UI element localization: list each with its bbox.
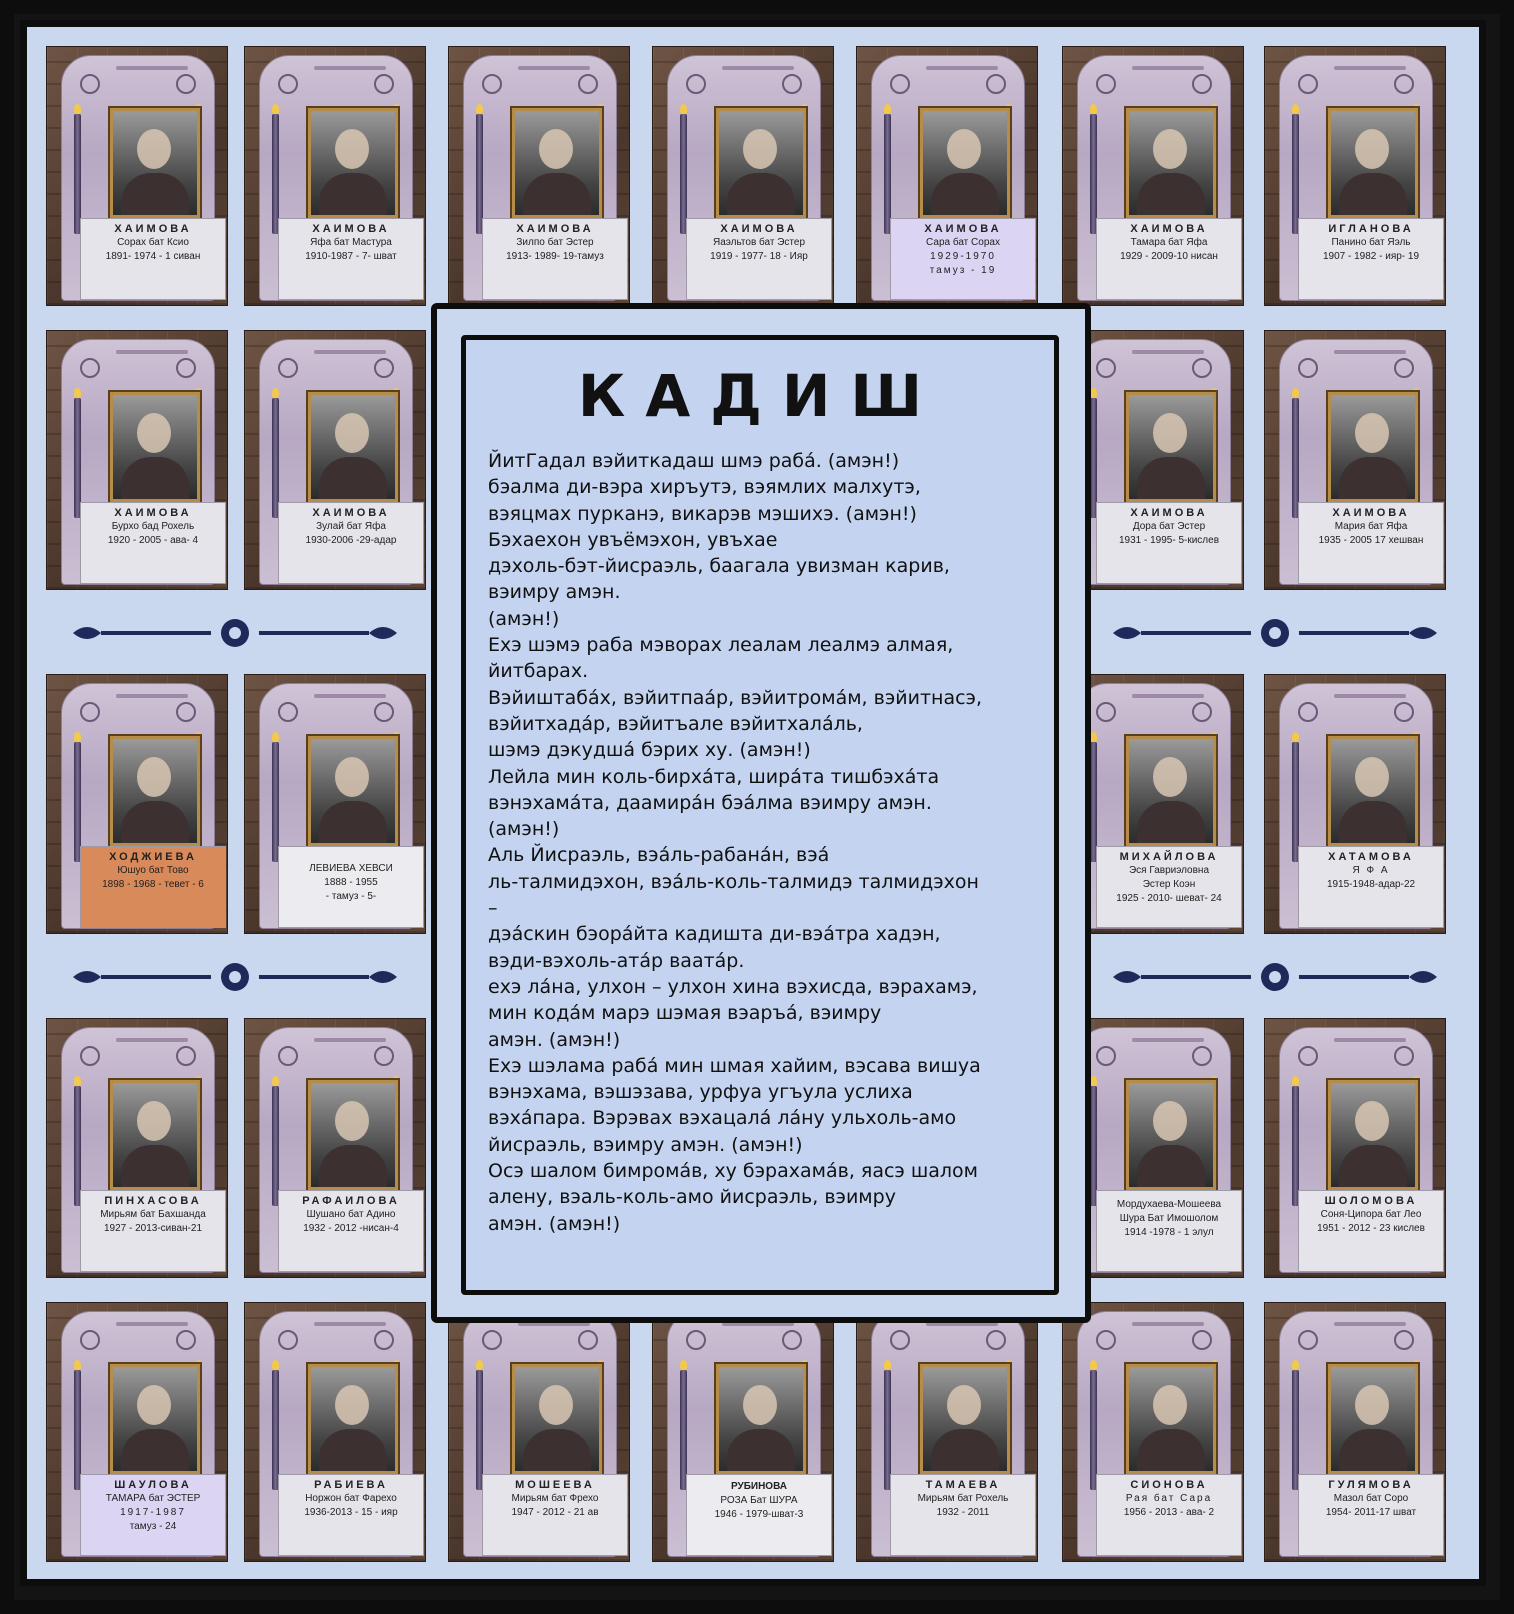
- candle-icon: [1090, 1086, 1097, 1206]
- card-name: Мирьям бат Бахшанда: [100, 1209, 206, 1220]
- prayer-line: Бэхаехон увъёмэхон, увъхае: [488, 528, 778, 551]
- card-label: [1096, 218, 1242, 300]
- card-surname: РАБИЕВА: [314, 1479, 388, 1491]
- prayer-line: вэимру амэн.: [488, 581, 621, 604]
- portrait-photo: [1328, 108, 1418, 218]
- prayer-line: мин кодáм марэ шэмая вэаръá, вэимру: [488, 1002, 882, 1025]
- card-name: Зилпо бат Эстер: [516, 237, 594, 248]
- portrait-photo: [308, 1080, 398, 1190]
- card-dates: 1929 - 2009-10 нисан: [1120, 251, 1218, 262]
- portrait-photo: [1328, 736, 1418, 846]
- portrait-photo: [110, 392, 200, 502]
- card-name: Мирьям бат Рохель: [917, 1493, 1009, 1504]
- card-dates: 1913- 1989- 19-тамуз: [506, 251, 604, 262]
- card-label: [482, 1474, 628, 1556]
- ornamental-divider: [1107, 957, 1443, 997]
- card-label: [80, 218, 226, 300]
- card-label: [1298, 1474, 1444, 1556]
- memorial-card: [653, 1303, 833, 1561]
- card-frame: [1279, 683, 1433, 929]
- portrait-photo: [308, 1364, 398, 1474]
- card-label: [278, 846, 424, 928]
- card-label: [482, 218, 628, 300]
- card-dates: 1947 - 2012 - 21 ав: [511, 1507, 599, 1518]
- portrait-photo: [1126, 736, 1216, 846]
- prayer-line: ехэ лáна, улхон – улхон хина вэхисда, вэрахамэ,: [488, 975, 978, 998]
- card-name: Эся Гавриэловна: [1128, 865, 1210, 876]
- ornamental-divider: [67, 613, 403, 653]
- candle-icon: [1292, 1370, 1299, 1490]
- card-label: [1096, 502, 1242, 584]
- card-dates: 1954- 2011-17 шват: [1325, 1507, 1417, 1518]
- card-name: Шура Бат Имошолом: [1119, 1213, 1219, 1224]
- card-dates: 1931 - 1995- 5-кислев: [1118, 535, 1220, 546]
- prayer-line: вэди-вэхоль-атáр ваатáр.: [488, 949, 745, 972]
- card-label: [80, 502, 226, 584]
- card-label: [1096, 1474, 1242, 1556]
- card-name: Мирьям бат Фрехо: [511, 1493, 599, 1504]
- prayer-line: йитбарах.: [488, 660, 589, 683]
- memorial-card: [245, 1019, 425, 1277]
- card-name: ТАМАРА бат ЭСТЕР: [105, 1493, 201, 1504]
- memorial-card: [1265, 1019, 1445, 1277]
- prayer-line: вэнэхамáта, даамирáн бэáлма вэимру амэн.: [488, 791, 932, 814]
- portrait-photo: [1126, 108, 1216, 218]
- card-name: Сара бат Сорах: [926, 237, 1000, 248]
- card-surname: ШАУЛОВА: [114, 1479, 192, 1491]
- card-dates: 1946 - 1979-шват-3: [714, 1509, 804, 1520]
- board-background: [20, 20, 1486, 1586]
- card-dates: 1888 - 1955: [324, 877, 378, 888]
- prayer-line: амэн. (амэн!): [488, 1028, 621, 1051]
- prayer-line: бэалма ди-вэра хиръутэ, вэямлих малхутэ,: [488, 476, 921, 499]
- card-surname: МОШЕЕВА: [515, 1479, 595, 1491]
- candle-icon: [1292, 1086, 1299, 1206]
- card-name: Юшуо бат Тово: [117, 865, 189, 876]
- prayer-line: ль-талмидэхон, вэáль-коль-талмидэ талмидэхон: [488, 870, 979, 893]
- memorial-card: [1063, 47, 1243, 305]
- portrait-photo: [110, 1364, 200, 1474]
- candle-icon: [1292, 742, 1299, 862]
- candle-icon: [1090, 398, 1097, 518]
- card-surname: ИГЛАНОВА: [1328, 223, 1414, 235]
- card-name: Яфа бат Мастура: [310, 237, 392, 248]
- portrait-photo: [920, 1364, 1010, 1474]
- card-surname: Мордухаева-Мошеева: [1116, 1199, 1222, 1210]
- card-frame: [871, 1311, 1025, 1557]
- card-frame: [1077, 339, 1231, 585]
- candle-icon: [680, 1370, 687, 1490]
- prayer-line: вэйитхадáр, вэйитъале вэйитхалáль,: [488, 712, 863, 735]
- card-dates: 1935 - 2005 17 хешван: [1318, 535, 1424, 546]
- card-dates: 1910-1987 - 7- шват: [305, 251, 397, 262]
- memorial-card: [47, 1303, 227, 1561]
- card-name: Панино бат Яэль: [1331, 237, 1411, 248]
- portrait-photo: [1328, 392, 1418, 502]
- prayer-line: дэхоль-бэт-йисраэль, баагала увизман карив,: [488, 555, 950, 578]
- card-dates: 1920 - 2005 - ава- 4: [107, 535, 199, 546]
- card-frame: [1279, 339, 1433, 585]
- prayer-line: Вэйиштабáх, вэйитпаáр, вэйитромáм, вэйитнасэ,: [488, 686, 983, 709]
- prayer-line: вэхáпара. Вэрэвах вэхацалá лáну ульхоль-амо: [488, 1107, 957, 1130]
- card-surname: ШОЛОМОВА: [1324, 1195, 1418, 1207]
- card-surname: ХАТАМОВА: [1328, 851, 1414, 863]
- portrait-photo: [716, 108, 806, 218]
- memorial-card: [1063, 1303, 1243, 1561]
- memorial-card: [857, 47, 1037, 305]
- card-name: Я Ф А: [1352, 865, 1390, 876]
- portrait-photo: [1328, 1080, 1418, 1190]
- card-surname: РУБИНОВА: [730, 1481, 788, 1492]
- candle-icon: [1292, 398, 1299, 518]
- kadish-inner-frame: [461, 335, 1059, 1295]
- card-hebrew-date: тамуз - 24: [129, 1521, 177, 1532]
- card-name: Зулай бат Яфа: [316, 521, 386, 532]
- card-frame: [61, 339, 215, 585]
- card-frame: [259, 55, 413, 301]
- prayer-line: дэáскин бэорáйта кадишта ди-вэáтра хадэн,: [488, 923, 941, 946]
- card-surname: ХАИМОВА: [114, 507, 192, 519]
- candle-icon: [1292, 114, 1299, 234]
- card-label: [80, 1474, 226, 1556]
- memorial-card: [245, 1303, 425, 1561]
- candle-icon: [1090, 1370, 1097, 1490]
- card-label: [890, 1474, 1036, 1556]
- candle-icon: [74, 114, 81, 234]
- card-surname: ХАИМОВА: [924, 223, 1002, 235]
- portrait-photo: [308, 108, 398, 218]
- card-frame: [871, 55, 1025, 301]
- prayer-line: вэнэхама, вэшэзава, урфуа угъула услиха: [488, 1081, 913, 1104]
- portrait-photo: [716, 1364, 806, 1474]
- card-label: [278, 502, 424, 584]
- portrait-photo: [1328, 1364, 1418, 1474]
- card-surname: РАФАИЛОВА: [302, 1195, 400, 1207]
- card-surname: ХАИМОВА: [516, 223, 594, 235]
- card-name: Шушано бат Адино: [306, 1209, 396, 1220]
- card-frame: [1077, 1027, 1231, 1273]
- memorial-card: [1265, 47, 1445, 305]
- prayer-line: йисраэль, вэимру амэн. (амэн!): [488, 1133, 803, 1156]
- memorial-card: [449, 1303, 629, 1561]
- ornamental-divider: [67, 957, 403, 997]
- candle-icon: [272, 1086, 279, 1206]
- card-name: Дора бат Эстер: [1132, 521, 1206, 532]
- prayer-line: (амэн!): [488, 818, 560, 841]
- card-frame: [463, 1311, 617, 1557]
- card-name-alt: Эстер Коэн: [1142, 879, 1196, 890]
- candle-icon: [476, 1370, 483, 1490]
- card-name: Мазол бат Соро: [1333, 1493, 1409, 1504]
- card-dates: 1891- 1974 - 1 сиван: [105, 251, 201, 262]
- card-name: ЛЕВИЕВА ХЕВСИ: [309, 863, 393, 874]
- card-name: Соня-Ципора бат Лео: [1320, 1209, 1422, 1220]
- card-label: [1298, 218, 1444, 300]
- card-frame: [667, 55, 821, 301]
- card-dates: 1932 - 2011: [936, 1507, 990, 1518]
- candle-icon: [884, 1370, 891, 1490]
- memorial-board: [14, 14, 1500, 1600]
- candle-icon: [1090, 114, 1097, 234]
- prayer-line: вэяцмах пурканэ, викарэв мэшихэ. (амэн!): [488, 502, 917, 525]
- card-name: Мария бат Яфа: [1334, 521, 1408, 532]
- portrait-photo: [308, 736, 398, 846]
- candle-icon: [272, 398, 279, 518]
- card-dates: 1932 - 2012 -нисан-4: [303, 1223, 399, 1234]
- card-surname: МИХАЙЛОВА: [1119, 851, 1219, 863]
- portrait-photo: [308, 392, 398, 502]
- kadish-title: КАДИШ: [577, 362, 943, 430]
- card-surname: ХАИМОВА: [312, 223, 390, 235]
- memorial-card: [1265, 331, 1445, 589]
- candle-icon: [272, 742, 279, 862]
- candle-icon: [476, 114, 483, 234]
- portrait-photo: [512, 1364, 602, 1474]
- memorial-card: [857, 1303, 1037, 1561]
- card-frame: [259, 1027, 413, 1273]
- card-surname: ТАМАЕВА: [925, 1479, 1001, 1491]
- card-frame: [259, 683, 413, 929]
- card-label: [890, 218, 1036, 300]
- card-name: Бурхо бад Рохель: [111, 521, 195, 532]
- card-frame: [1279, 55, 1433, 301]
- card-name: Рая бат Сара: [1125, 1493, 1213, 1504]
- card-dates: 1915-1948-адар-22: [1326, 879, 1416, 890]
- memorial-card: [653, 47, 833, 305]
- portrait-photo: [110, 108, 200, 218]
- card-surname: ХАИМОВА: [312, 507, 390, 519]
- card-surname: ПИНХАСОВА: [104, 1195, 202, 1207]
- card-hebrew-date: - тамуз - 5-: [325, 891, 377, 902]
- card-dates: 1925 - 2010- шеват- 24: [1116, 893, 1222, 904]
- card-surname: ХАИМОВА: [1130, 507, 1208, 519]
- prayer-line: –: [488, 897, 498, 920]
- card-dates: 1898 - 1968 - тевет - 6: [102, 879, 204, 890]
- prayer-line: (амэн!): [488, 607, 560, 630]
- card-name: Сорах бат Ксио: [117, 237, 189, 248]
- card-dates: 1919 - 1977- 18 - Ияр: [710, 251, 808, 262]
- card-frame: [1279, 1027, 1433, 1273]
- card-name: Яаэльтов бат Эстер: [712, 237, 806, 248]
- card-dates: 1951 - 2012 - 23 кислев: [1317, 1223, 1425, 1234]
- card-surname: ХАИМОВА: [1332, 507, 1410, 519]
- card-frame: [61, 1027, 215, 1273]
- ornamental-divider: [1107, 613, 1443, 653]
- card-frame: [463, 55, 617, 301]
- candle-icon: [272, 1370, 279, 1490]
- card-name: РОЗА Бат ШУРА: [720, 1495, 798, 1506]
- prayer-line: Ехэ шэлама рабá мин шмая хайим, вэсава вишуа: [488, 1054, 981, 1077]
- card-label: [1298, 502, 1444, 584]
- card-label: [1096, 846, 1242, 928]
- card-frame: [61, 55, 215, 301]
- memorial-card: [47, 331, 227, 589]
- card-dates: 1914 -1978 - 1 элул: [1124, 1227, 1214, 1238]
- card-frame: [259, 339, 413, 585]
- card-frame: [1077, 683, 1231, 929]
- card-dates: 1907 - 1982 - ияр- 19: [1322, 251, 1420, 262]
- card-hebrew-date: тамуз - 19: [929, 265, 997, 276]
- prayer-line: Аль Йисраэль, вэáль-рабанáн, вэá: [488, 844, 830, 867]
- kadish-panel: [431, 303, 1091, 1323]
- portrait-photo: [110, 1080, 200, 1190]
- prayer-line: ЙитГадал вэйиткадаш шмэ рабá. (амэн!): [488, 450, 900, 472]
- portrait-photo: [920, 108, 1010, 218]
- card-frame: [1077, 1311, 1231, 1557]
- memorial-card: [47, 47, 227, 305]
- prayer-line: шэмэ дэкудшá бэрих ху. (амэн!): [488, 739, 811, 762]
- card-frame: [667, 1311, 821, 1557]
- card-label: [278, 1474, 424, 1556]
- candle-icon: [74, 742, 81, 862]
- card-frame: [61, 683, 215, 929]
- memorial-card: [245, 47, 425, 305]
- memorial-card: [47, 675, 227, 933]
- card-frame: [259, 1311, 413, 1557]
- card-label: [278, 1190, 424, 1272]
- candle-icon: [74, 398, 81, 518]
- candle-icon: [884, 114, 891, 234]
- card-label: [80, 1190, 226, 1272]
- candle-icon: [680, 114, 687, 234]
- card-dates: 1956 - 2013 - ава- 2: [1123, 1507, 1215, 1518]
- portrait-photo: [1126, 1364, 1216, 1474]
- candle-icon: [272, 114, 279, 234]
- card-frame: [61, 1311, 215, 1557]
- kadish-prayer-text: [488, 448, 1048, 1237]
- card-dates: 1936-2013 - 15 - ияр: [304, 1507, 398, 1518]
- memorial-card: [1265, 675, 1445, 933]
- card-dates: 1929-1970: [930, 251, 996, 262]
- card-label: [686, 218, 832, 300]
- card-dates: 1917-1987: [120, 1507, 186, 1518]
- card-label: [80, 846, 226, 928]
- memorial-card: [1265, 1303, 1445, 1561]
- portrait-photo: [512, 108, 602, 218]
- prayer-line: амэн. (амэн!): [488, 1212, 621, 1235]
- card-label: [1298, 1190, 1444, 1272]
- card-surname: ХАИМОВА: [1130, 223, 1208, 235]
- card-surname: ХОДЖИЕВА: [109, 851, 197, 863]
- prayer-line: алену, вэаль-коль-амо йисраэль, вэимру: [488, 1186, 896, 1209]
- card-dates: 1930-2006 -29-адар: [305, 535, 397, 546]
- card-label: [1096, 1190, 1242, 1272]
- candle-icon: [1090, 742, 1097, 862]
- prayer-line: Лейла мин коль-бирхáта, ширáта тишбэхáта: [488, 765, 940, 788]
- card-name: Тамара бат Яфа: [1130, 237, 1208, 248]
- card-name: Норжон бат Фарехо: [305, 1493, 397, 1504]
- card-surname: ГУЛЯМОВА: [1328, 1479, 1414, 1491]
- memorial-card: [245, 331, 425, 589]
- card-frame: [1279, 1311, 1433, 1557]
- card-label: [1298, 846, 1444, 928]
- memorial-card: [449, 47, 629, 305]
- prayer-line: Ехэ шэмэ раба мэворах леалам леалмэ алмая,: [488, 634, 954, 657]
- portrait-photo: [1126, 1080, 1216, 1190]
- card-surname: СИОНОВА: [1130, 1479, 1208, 1491]
- prayer-line: Осэ шалом бимромáв, ху бэрахамáв, яасэ шалом: [488, 1160, 979, 1183]
- card-label: [686, 1474, 832, 1556]
- memorial-card: [245, 675, 425, 933]
- card-dates: 1927 - 2013-сиван-21: [103, 1223, 203, 1234]
- card-surname: ХАИМОВА: [114, 223, 192, 235]
- card-label: [278, 218, 424, 300]
- portrait-photo: [110, 736, 200, 846]
- card-surname: ХАИМОВА: [720, 223, 798, 235]
- memorial-card: [47, 1019, 227, 1277]
- card-frame: [1077, 55, 1231, 301]
- candle-icon: [74, 1370, 81, 1490]
- candle-icon: [74, 1086, 81, 1206]
- portrait-photo: [1126, 392, 1216, 502]
